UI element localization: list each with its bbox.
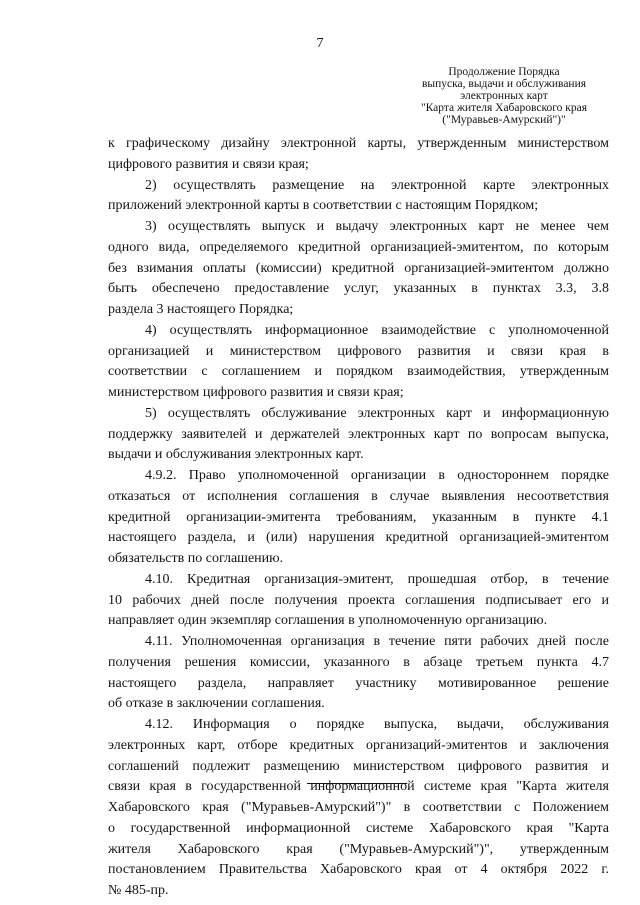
text-line: 5) осуществлять обслуживание электронных карт и информационную	[145, 405, 609, 421]
text-line: соглашений подлежит размещению министерством цифрового развития и	[108, 758, 609, 774]
text-line: поддержку заявителей и держателей электронных карт по вопросам выпуска,	[108, 426, 609, 442]
text-line: отказаться от исполнения соглашения в случае выявления несоответствия	[108, 488, 609, 504]
text-line: настоящего раздела, направляет участнику мотивированное решение	[108, 675, 609, 691]
page-number: 7	[316, 36, 324, 51]
paragraph	[108, 404, 609, 466]
text-line: соответствии с соглашением и порядком взаимодействия, утвержденным	[108, 364, 609, 380]
header-note-line: ("Муравьев-Амурский")"	[442, 114, 566, 126]
paragraph	[108, 466, 609, 570]
text-line: 4.10. Кредитная организация-эмитент, прошедшая отбор, в течение	[145, 571, 609, 587]
text-line: 4.11. Уполномоченная организация в течение пяти рабочих дней после	[145, 634, 609, 649]
text-line: приложений электронной карты в соответствии с настоящим Порядком;	[108, 198, 539, 214]
text-line: связи края в государственной информационной системе края "Карта жителя	[108, 779, 609, 795]
paragraph	[108, 134, 609, 176]
text-line: быть обеспечено предоставление услуг, указанных в пунктах 3.3, 3.8	[108, 281, 609, 297]
paragraph	[108, 632, 609, 715]
text-line: направляет один экземпляр соглашения в уполномоченную организацию.	[108, 613, 548, 629]
text-line: об отказе в заключении соглашения.	[108, 696, 325, 712]
header-note-line: электронных карт	[460, 90, 548, 102]
text-line: без взимания оплаты (комиссии) кредитной организацией-эмитентом должно	[108, 260, 609, 276]
text-line: организацией и министерством цифрового развития и связи края в	[108, 343, 609, 359]
paragraph	[108, 570, 609, 632]
text-line: № 485-пр.	[108, 883, 169, 898]
appendix-header-note	[400, 66, 608, 126]
text-line: к графическому дизайну электронной карты, утвержденным министерством	[108, 136, 609, 151]
text-line: 4.9.2. Право уполномоченной организации в одностороннем порядке	[145, 468, 609, 483]
text-line: 4) осуществлять информационное взаимодействие с уполномоченной	[145, 322, 609, 338]
text-line: электронных карт, отборе кредитных организаций-эмитентов и заключения	[108, 737, 609, 753]
paragraph	[108, 715, 609, 902]
text-line: обязательств по соглашению.	[108, 551, 284, 566]
header-note-line: "Карта жителя Хабаровского края	[420, 102, 588, 114]
paragraph	[108, 321, 609, 404]
text-line: 4.12. Информация о порядке выпуска, выдачи, обслуживания	[145, 717, 609, 732]
text-line: раздела 3 настоящего Порядка;	[108, 302, 294, 317]
text-line: 3) осуществлять выпуск и выдачу электронных карт не менее чем	[145, 219, 609, 234]
text-line: о государственной информационной системе Хабаровского края "Карта	[108, 820, 609, 836]
text-line: 10 рабочих дней после получения проекта соглашения подписывает его и	[108, 592, 609, 608]
paragraph	[108, 217, 609, 321]
text-line: Хабаровского края ("Муравьев-Амурский")" в соответствии с Положением	[108, 800, 609, 815]
header-note-line: выпуска, выдачи и обслуживания	[421, 78, 587, 90]
text-line: цифрового развития и связи края;	[108, 156, 309, 172]
closing-rule	[307, 783, 407, 784]
header-note-line: Продолжение Порядка	[448, 66, 560, 78]
text-line: одного вида, определяемого кредитной организацией-эмитентом, по которым	[108, 239, 609, 255]
text-line: постановлением Правительства Хабаровского края от 4 октября 2022 г.	[108, 862, 609, 878]
text-line: выдачи и обслуживания электронных карт.	[108, 447, 364, 463]
text-line: жителя Хабаровского края ("Муравьев-Амурский")", утвержденным	[108, 841, 609, 857]
text-line: министерством цифрового развития и связи края;	[108, 385, 404, 400]
text-line: 2) осуществлять размещение на электронной карте электронных	[145, 177, 609, 193]
document-body	[108, 134, 609, 902]
paragraph	[108, 176, 609, 218]
text-line: кредитной организации-эмитента требованиям, указанным в пункте 4.1	[108, 509, 609, 525]
text-line: настоящего раздела, и (или) нарушения кредитной организацией-эмитентом	[108, 530, 609, 546]
text-line: получения решения комиссии, указанного в абзаце третьем пункта 4.7	[108, 654, 609, 670]
